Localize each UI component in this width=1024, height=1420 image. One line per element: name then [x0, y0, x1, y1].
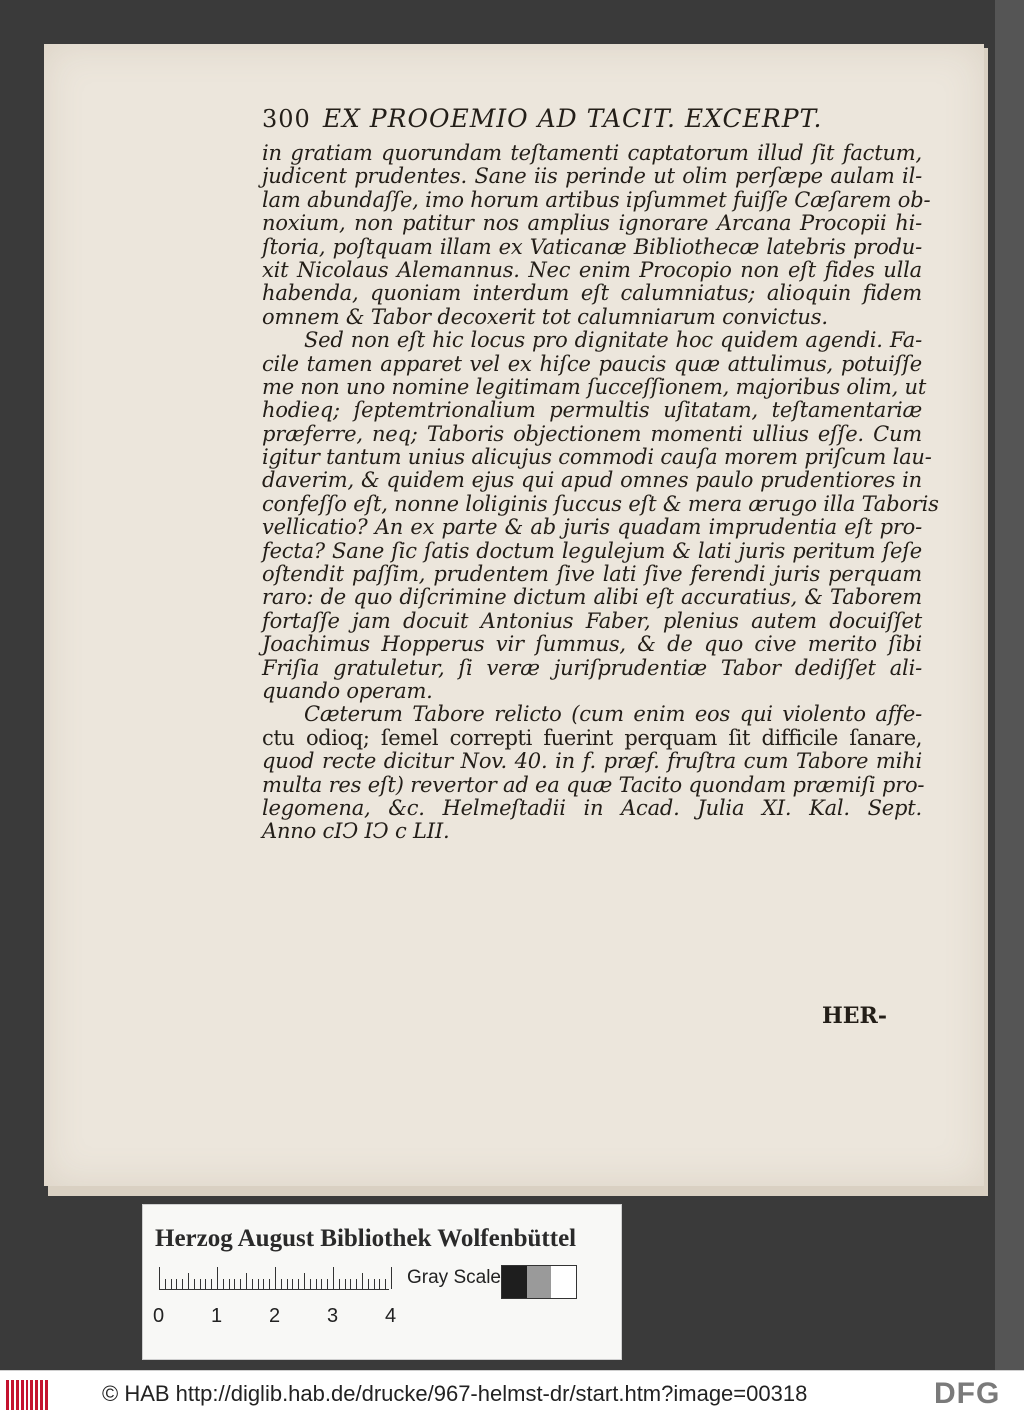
scanner-edge — [995, 0, 1024, 1370]
text-line: Cæterum Tabore relicto (cum enim eos qui violento affe- — [304, 702, 922, 727]
paragraph-1 — [262, 141, 931, 329]
ruler-tick — [176, 1279, 177, 1289]
ruler-number: 1 — [211, 1305, 223, 1327]
ruler-tick — [304, 1273, 305, 1289]
ruler-tick — [252, 1279, 253, 1289]
ruler-tick — [292, 1279, 293, 1289]
text-line: in gratiam quorundam teſtamenti captatorum illud ſit factum, — [262, 141, 922, 165]
gray-swatch-white — [551, 1266, 576, 1298]
text-line: omnem & Tabor decoxerit tot calumniarum convictus. — [262, 304, 828, 329]
hab-barcode-icon — [6, 1380, 48, 1410]
text-line: Sed non eſt hic locus pro dignitate hoc quidem agendi. Fa- — [304, 328, 922, 353]
page-text-block — [262, 104, 939, 844]
running-head-title: EX PROOEMIO AD TACIT. EXCERPT. — [322, 104, 823, 133]
ruler-tick — [217, 1267, 218, 1289]
gray-swatch-dark — [502, 1266, 527, 1298]
ruler-tick — [258, 1279, 259, 1289]
ruler-tick — [391, 1267, 392, 1289]
text-line: Joachimus Hopperus vir ſummus, & de quo cive merito ſibi — [262, 632, 922, 657]
ruler-tick — [362, 1273, 363, 1289]
ruler-number: 4 — [385, 1305, 397, 1327]
text-line: xit Nicolaus Alemannus. Nec enim Procopio non eſt fides ulla — [262, 257, 922, 282]
ruler-tick — [350, 1279, 351, 1289]
text-line: noxium, non patitur nos amplius ignorare Arcana Procopii hi- — [262, 211, 922, 236]
text-line: cile tamen apparet vel ex hiſce paucis quæ attulimus, potuiſſe — [262, 351, 922, 376]
text-line: confeſſo eſt, nonne loliginis ſuccus eſt & mera ærugo illa Taboris — [262, 491, 939, 516]
text-line: habenda, quoniam interdum eſt calumniatus; alioquin fidem — [262, 281, 922, 306]
ruler-number: 3 — [327, 1305, 339, 1327]
text-line: Friſia gratuletur, ſi veræ juriſprudentiæ Tabor dediſſet ali- — [262, 655, 922, 680]
ruler-number: 2 — [269, 1305, 281, 1327]
ruler — [159, 1267, 389, 1290]
library-name: Herzog August Bibliothek Wolfenbüttel — [155, 1225, 577, 1252]
text-line: fecta? Sane ſic ſatis doctum legulejum & lati juris peritum ſeſe — [262, 538, 922, 563]
ruler-tick — [356, 1279, 357, 1289]
ruler-tick — [200, 1279, 201, 1289]
ruler-tick — [321, 1279, 322, 1289]
ruler-tick — [159, 1267, 160, 1289]
text-line: me non uno nomine legitimam ſucceſſionem, majoribus olim, ut — [262, 374, 927, 399]
text-line: judicent prudentes. Sane iis perinde ut olim perſæpe aulam il- — [262, 164, 922, 189]
text-line: Anno cIↃ IↃ c LII. — [262, 819, 450, 844]
ruler-tick — [263, 1279, 264, 1289]
ruler-tick — [333, 1267, 334, 1289]
gray-scale-label: Gray Scale — [407, 1267, 501, 1288]
ruler-tick — [165, 1279, 166, 1289]
ruler-tick — [310, 1279, 311, 1289]
paragraph-3 — [262, 702, 925, 844]
ruler-tick — [368, 1279, 369, 1289]
ruler-tick — [171, 1279, 172, 1289]
ruler-tick — [211, 1279, 212, 1289]
paragraph-2 — [262, 328, 939, 703]
ruler-tick — [339, 1279, 340, 1289]
ruler-tick — [316, 1279, 317, 1289]
text-line: ſtoria, poſtquam illam ex Vaticanæ Bibliothecæ latebris produ- — [262, 234, 922, 259]
gray-scale-swatches — [501, 1265, 577, 1299]
viewer-footer — [0, 1370, 1024, 1420]
ruler-tick — [269, 1279, 270, 1289]
text-line: multa res eſt) revertor ad ea quæ Tacito quondam præmiſi pro- — [262, 772, 925, 797]
ruler-tick — [194, 1279, 195, 1289]
text-line: igitur tantum unius alicujus commodi cauſa morem priſcum lau- — [262, 445, 932, 470]
text-line: vellicatio? An ex parte & ab juris quadam imprudentia eſt pro- — [262, 515, 922, 540]
text-line: lam abundaſſe, imo horum artibus ipſummet fuiſſe Cæſarem ob- — [262, 187, 931, 212]
ruler-tick — [240, 1279, 241, 1289]
ruler-tick — [287, 1279, 288, 1289]
dfg-logo: DFG — [934, 1377, 1001, 1410]
catchword: HER- — [822, 1003, 887, 1029]
ruler-tick — [188, 1273, 189, 1289]
text-line: fortaſſe jam docuit Antonius Faber, plenius autem docuiſſet — [262, 608, 922, 633]
ruler-tick — [281, 1279, 282, 1289]
text-line: præferre, neq; Taboris objectionem momenti ullius eſſe. Cum — [262, 421, 922, 446]
text-line: quod recte dicitur Nov. 40. in f. præf. fruſtra cum Tabore mihi — [262, 749, 922, 774]
ruler-tick — [182, 1279, 183, 1289]
ruler-tick — [275, 1267, 276, 1289]
text-line: daverim, & quidem ejus qui apud omnes paulo prudentiores in — [262, 468, 922, 493]
page-number: 300 — [262, 105, 311, 133]
library-color-card — [142, 1204, 622, 1360]
footer-permalink[interactable]: © HAB http://diglib.hab.de/drucke/967-helmst-dr/start.htm?image=00318 — [102, 1381, 808, 1406]
ruler-tick — [298, 1279, 299, 1289]
running-head — [262, 104, 922, 140]
text-line: raro: de quo diſcrimine dictum alibi eſt accuratius, & Taborem — [262, 585, 922, 610]
ruler-tick — [229, 1279, 230, 1289]
text-line: legomena, &c. Helmeſtadii in Acad. Julia XI. Kal. Sept. — [262, 795, 922, 820]
text-line: hodieq; ſeptemtrionalium permultis uſitatam, teſtamentariæ — [262, 398, 922, 423]
text-line: oſtendit paſſim, prudentem ſive lati ſive ferendi juris perquam — [262, 562, 922, 587]
ruler-tick — [246, 1273, 247, 1289]
text-line: quando operam. — [262, 678, 433, 703]
ruler-tick — [345, 1279, 346, 1289]
ruler-number: 0 — [153, 1305, 165, 1327]
ruler-tick — [379, 1279, 380, 1289]
gray-swatch-mid — [527, 1266, 552, 1298]
text-line: ctu odioq; ſemel correpti fuerint perquam ſit difficile ſanare, — [262, 725, 922, 750]
ruler-tick — [385, 1279, 386, 1289]
ruler-tick — [374, 1279, 375, 1289]
ruler-tick — [205, 1279, 206, 1289]
ruler-tick — [223, 1279, 224, 1289]
ruler-tick — [327, 1279, 328, 1289]
ruler-tick — [234, 1279, 235, 1289]
